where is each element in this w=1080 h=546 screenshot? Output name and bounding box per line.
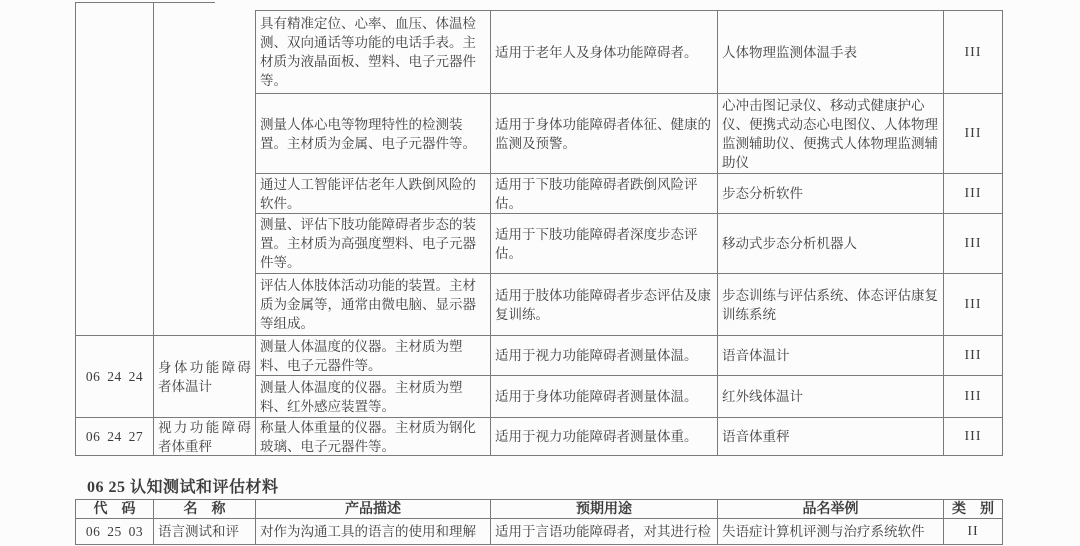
cut-top-border-segment [153, 2, 215, 3]
t2-header-desc-text: 产品描述 [345, 501, 401, 517]
t1-r6-class-cell [943, 417, 1002, 455]
t2-r0-class-cell [943, 518, 1002, 544]
t1-r0-use-cell [490, 10, 717, 93]
t1-name-empty-cell [153, 2, 255, 335]
t1-r1-examples-cell [717, 93, 943, 173]
t2-header-examples-text: 品名举例 [802, 501, 859, 517]
t1-r2-desc-cell [255, 173, 490, 213]
t1-r1-desc-cell [255, 93, 490, 173]
t2-r0-class-text: II [967, 524, 979, 539]
t1-r6-desc-cell [255, 417, 490, 455]
t1-r4-class-cell [943, 273, 1002, 335]
t1-r4-examples-text: 步态训练与评估系统、体态评估康复训练系统 [722, 287, 938, 322]
t2-r0-examples-text: 失语症计算机评测与治疗系统软件 [722, 524, 925, 539]
t1-r6-use-text: 适用于视力功能障碍者测量体重。 [495, 429, 698, 444]
t1-r4-use-cell [490, 273, 717, 335]
t1-r0-desc-cell [255, 10, 490, 93]
t1-r3-class-cell [943, 213, 1002, 273]
t1-r6-code-text: 06 24 27 [85, 429, 144, 444]
t1-r5b-use-cell [490, 375, 717, 417]
t1-r3-class-text: III [964, 236, 982, 251]
t1-r2-use-cell [490, 173, 717, 213]
t2-header-use-cell [490, 499, 717, 518]
t2-header-use-text: 预期用途 [576, 501, 632, 517]
t1-r1-use-cell [490, 93, 717, 173]
t1-r4-desc-cell [255, 273, 490, 335]
t1-r6-use-cell [490, 417, 717, 455]
t1-r5a-use-cell [490, 335, 717, 375]
t2-r0-desc-text: 对作为沟通工具的语言的使用和理解 [260, 524, 476, 539]
t1-r5-code-cell [75, 335, 153, 417]
t1-r5-name-text: 身体功能障碍者体温计 [158, 359, 251, 394]
t1-r1-desc-text: 测量人体心电等物理特性的检测装置。主材质为金属、电子元器件等。 [260, 116, 476, 151]
t2-r0-name-text: 语言测试和评 [158, 524, 239, 539]
t1-r1-class-cell [943, 93, 1002, 173]
t1-r4-class-text: III [964, 297, 982, 312]
t2-right-border [1002, 499, 1003, 544]
t2-header-class-text: 类 别 [952, 501, 994, 517]
t1-r4-desc-text: 评估人体肢体活动功能的装置。主材质为金属等，通常由微电脑、显示器等组成。 [260, 278, 476, 331]
t1-r2-examples-text: 步态分析软件 [722, 186, 803, 201]
t1-r0-desc-text: 具有精准定位、心率、血压、体温检测、双向通话等功能的电话手表。主材质为液晶面板、塑料、电子元器件等。 [260, 16, 476, 88]
t1-r5a-class-cell [943, 335, 1002, 375]
t1-r1-class-text: III [964, 126, 982, 141]
t2-header-code-cell [75, 499, 153, 518]
t1-r0-class-text: III [964, 44, 982, 60]
t1-r5a-desc-cell [255, 335, 490, 375]
t1-r0-use-text: 适用于老年人及身体功能障碍者。 [495, 44, 698, 60]
t2-header-examples-cell [717, 499, 943, 518]
t1-r2-examples-cell [717, 173, 943, 213]
t1-r5a-examples-text: 语音体温计 [722, 348, 790, 363]
t1-r5-code-text: 06 24 24 [85, 369, 144, 384]
t1-r2-class-text: III [964, 186, 982, 201]
t1-r4-examples-cell [717, 273, 943, 335]
t1-right-border [1002, 10, 1003, 455]
t1-r1-examples-text: 心冲击图记录仪、移动式健康护心仪、便携式动态心电图仪、人体物理监测辅助仪、便携式人体物理监测辅助仪 [722, 97, 938, 170]
t2-header-desc-cell [255, 499, 490, 518]
t1-r3-examples-cell [717, 213, 943, 273]
t1-r5a-class-text: III [964, 348, 982, 363]
t1-r0-examples-text: 人体物理监测体温手表 [722, 44, 857, 60]
t2-r0-use-text: 适用于言语功能障碍者，对其进行检 [495, 524, 711, 539]
t2-r0-examples-cell [717, 518, 943, 544]
t1-r6-class-text: III [964, 429, 982, 444]
t1-r5a-use-text: 适用于视力功能障碍者测量体温。 [495, 348, 698, 363]
t1-r2-use-text: 适用于下肢功能障碍者跌倒风险评估。 [495, 176, 698, 211]
t1-r6-examples-text: 语音体重秤 [722, 429, 790, 444]
t2-header-name-cell [153, 499, 255, 518]
t1-r1-use-text: 适用于身体功能障碍者体征、健康的监测及预警。 [495, 116, 711, 151]
t1-r5b-class-cell [943, 375, 1002, 417]
t1-r2-desc-text: 通过人工智能评估老年人跌倒风险的软件。 [260, 176, 476, 211]
t2-r0-use-cell [490, 518, 717, 544]
t1-code-empty-cell [75, 2, 153, 335]
t1-r6-name-cell [153, 417, 255, 455]
t1-r4-use-text: 适用于肢体功能障碍者步态评估及康复训练。 [495, 287, 711, 322]
t2-r0-desc-cell [255, 518, 490, 544]
t2-r0-name-cell [153, 518, 255, 544]
t1-r5b-class-text: III [964, 389, 982, 404]
t2-r0-code-text: 06 25 03 [85, 524, 144, 539]
t1-r5b-desc-cell [255, 375, 490, 417]
t1-r2-class-cell [943, 173, 1002, 213]
t1-r0-class-cell [943, 10, 1002, 93]
t2-header-code-text: 代 码 [93, 501, 136, 517]
t2-bottom-border [75, 544, 1003, 545]
section-heading: 06 25 认知测试和评估材料 [87, 479, 279, 496]
t1-r3-examples-text: 移动式步态分析机器人 [722, 236, 857, 251]
t1-r3-use-text: 适用于下肢功能障碍者深度步态评估。 [495, 226, 698, 261]
t1-r5b-examples-text: 红外线体温计 [722, 389, 803, 404]
t2-r0-code-cell [75, 518, 153, 544]
t1-r6-code-cell [75, 417, 153, 455]
t1-r5b-use-text: 适用于身体功能障碍者测量体温。 [495, 389, 698, 404]
t1-r5a-examples-cell [717, 335, 943, 375]
t1-r6-name-text: 视力功能障碍者体重秤 [158, 419, 251, 454]
t1-r6-examples-cell [717, 417, 943, 455]
t1-r0-examples-cell [717, 10, 943, 93]
t1-r3-use-cell [490, 213, 717, 273]
t1-bottom-border [75, 455, 1003, 456]
t2-header-class-cell [943, 499, 1002, 518]
t1-r5b-examples-cell [717, 375, 943, 417]
t1-r5b-desc-text: 测量人体温度的仪器。主材质为塑料、红外感应装置等。 [260, 379, 463, 414]
t1-r5-name-cell [153, 335, 255, 417]
t1-r5a-desc-text: 测量人体温度的仪器。主材质为塑料、电子元器件等。 [260, 338, 463, 373]
t1-r6-desc-text: 称量人体重量的仪器。主材质为钢化玻璃、电子元器件等。 [260, 419, 476, 454]
t2-header-name-text: 名 称 [183, 501, 226, 517]
t1-r3-desc-cell [255, 213, 490, 273]
t1-r3-desc-text: 测量、评估下肢功能障碍者步态的装置。主材质为高强度塑料、电子元器件等。 [260, 217, 476, 270]
